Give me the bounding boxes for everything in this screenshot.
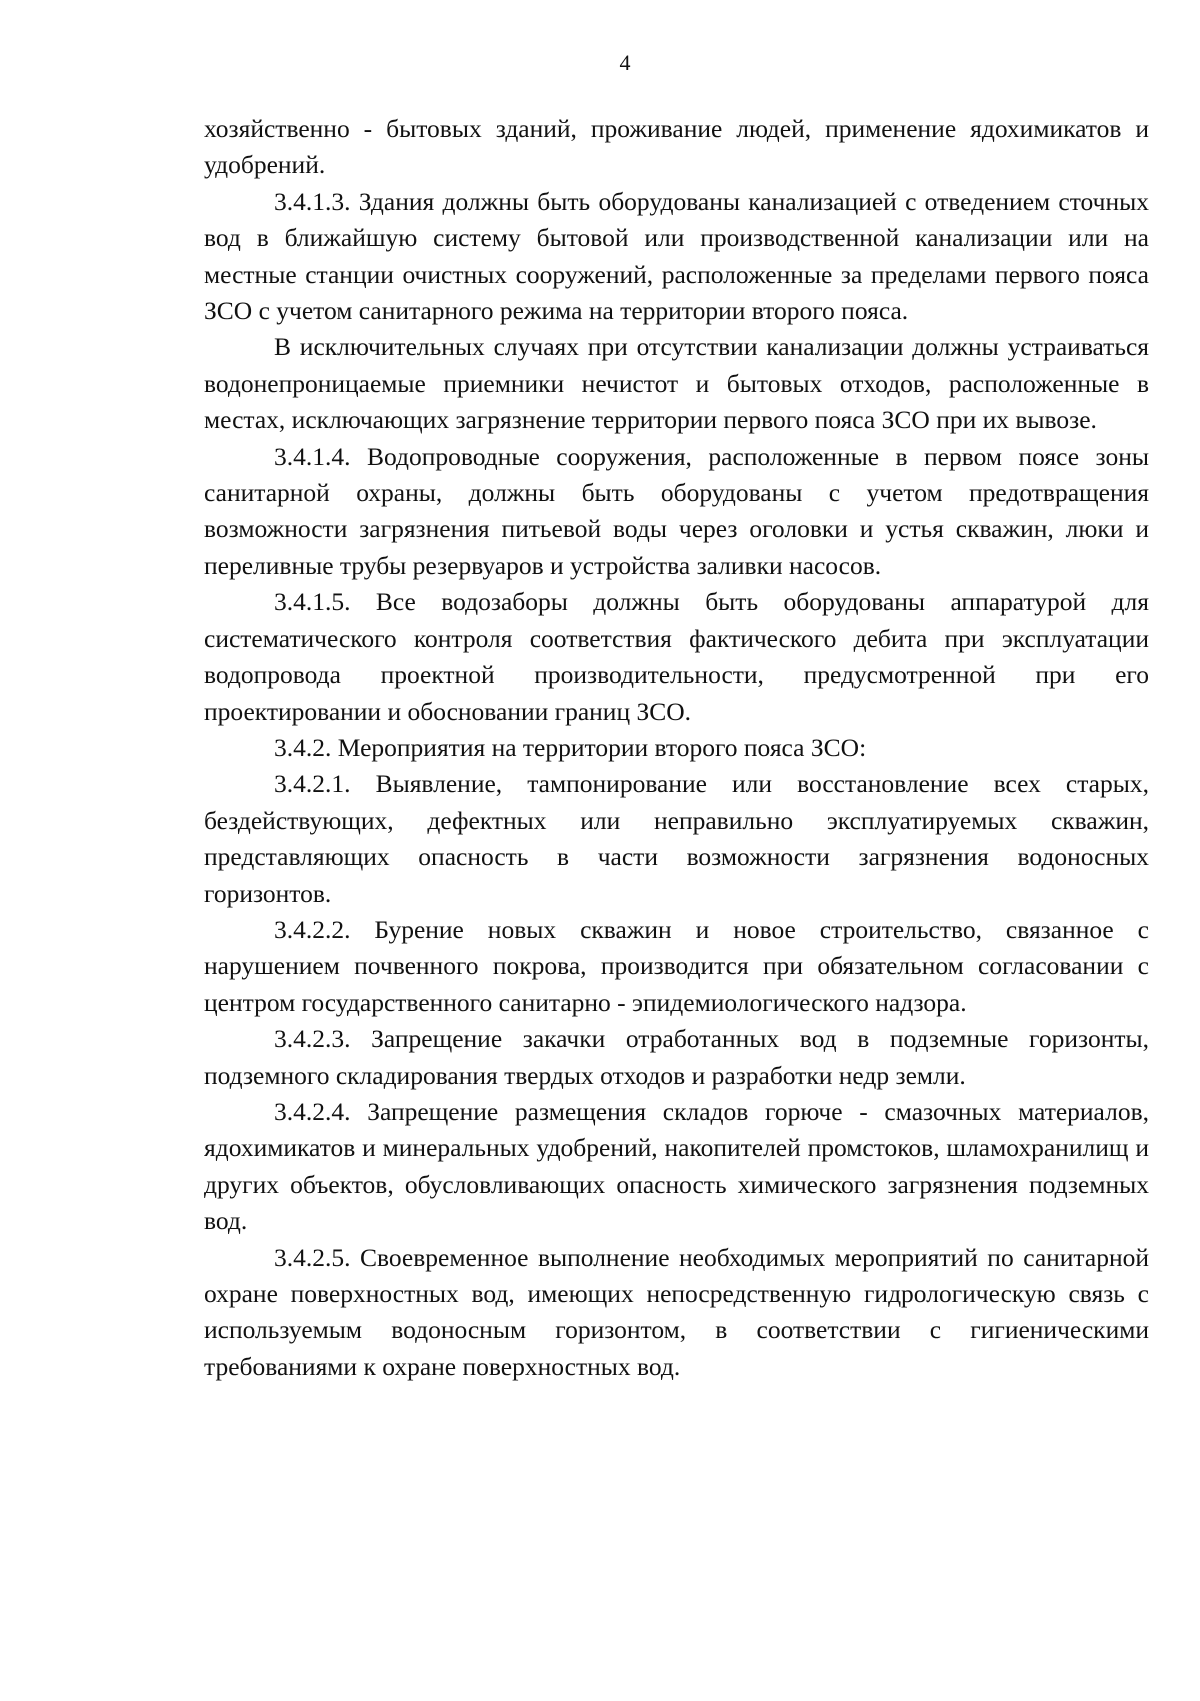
- paragraph-3-4-2-3: 3.4.2.3. Запрещение закачки отработанных вод в подземные горизонты, подземного складирования твердых отходов и разработки недр земли.: [204, 1024, 1149, 1090]
- document-body: [204, 111, 1149, 1385]
- paragraph-exceptional-cases: В исключительных случаях при отсутствии канализации должны устраиваться водонепроницаемые приемники нечистот и бытовых отходов, расположенные в местах, исключающих загрязнение территории первого пояса ЗСО при их вывозе.: [204, 332, 1149, 435]
- paragraph-3-4-2: 3.4.2. Мероприятия на территории второго пояса ЗСО:: [274, 732, 867, 762]
- paragraph-3-4-2-5: 3.4.2.5. Своевременное выполнение необходимых мероприятий по санитарной охране поверхностных вод, имеющих непосредственную гидрологическую связь с используемым водоносным горизонтом, в соответствии с гигиеническими требованиями к охране поверхностных вод.: [204, 1242, 1149, 1381]
- paragraph-3-4-1-5: 3.4.1.5. Все водозаборы должны быть оборудованы аппаратурой для систематического контроля соответствия фактического дебита при эксплуатации водопровода проектной производительности, предусмотренной при его проектировании и обосновании границ ЗСО.: [204, 587, 1149, 726]
- paragraph-continuation: хозяйственно - бытовых зданий, проживание людей, применение ядохимикатов и удобрений.: [204, 114, 1149, 180]
- page-number: 4: [619, 50, 631, 75]
- paragraph-3-4-1-4: 3.4.1.4. Водопроводные сооружения, расположенные в первом поясе зоны санитарной охраны, должны быть оборудованы с учетом предотвращения возможности загрязнения питьевой воды через оголовки и устья скважин, люки и переливные трубы резервуаров и устройства заливки насосов.: [204, 441, 1149, 580]
- paragraph-3-4-2-4: 3.4.2.4. Запрещение размещения складов горюче - смазочных материалов, ядохимикатов и минеральных удобрений, накопителей промстоков, шламохранилищ и других объектов, обусловливающих опасность химического загрязнения подземных вод.: [204, 1096, 1149, 1236]
- paragraph-3-4-2-1: 3.4.2.1. Выявление, тампонирование или восстановление всех старых, бездействующих, дефектных или неправильно эксплуатируемых скважин, представляющих опасность в части возможности загрязнения водоносных горизонтов.: [204, 769, 1149, 908]
- paragraph-3-4-2-2: 3.4.2.2. Бурение новых скважин и новое строительство, связанное с нарушением почвенного покрова, производится при обязательном согласовании с центром государственного санитарно - эпидемиологического надзора.: [204, 914, 1149, 1017]
- paragraph-3-4-1-3: 3.4.1.3. Здания должны быть оборудованы канализацией с отведением сточных вод в ближайшую систему бытовой или производственной канализации или на местные станции очистных сооружений, расположенные за пределами первого пояса ЗСО с учетом санитарного режима на территории второго пояса.: [204, 186, 1149, 326]
